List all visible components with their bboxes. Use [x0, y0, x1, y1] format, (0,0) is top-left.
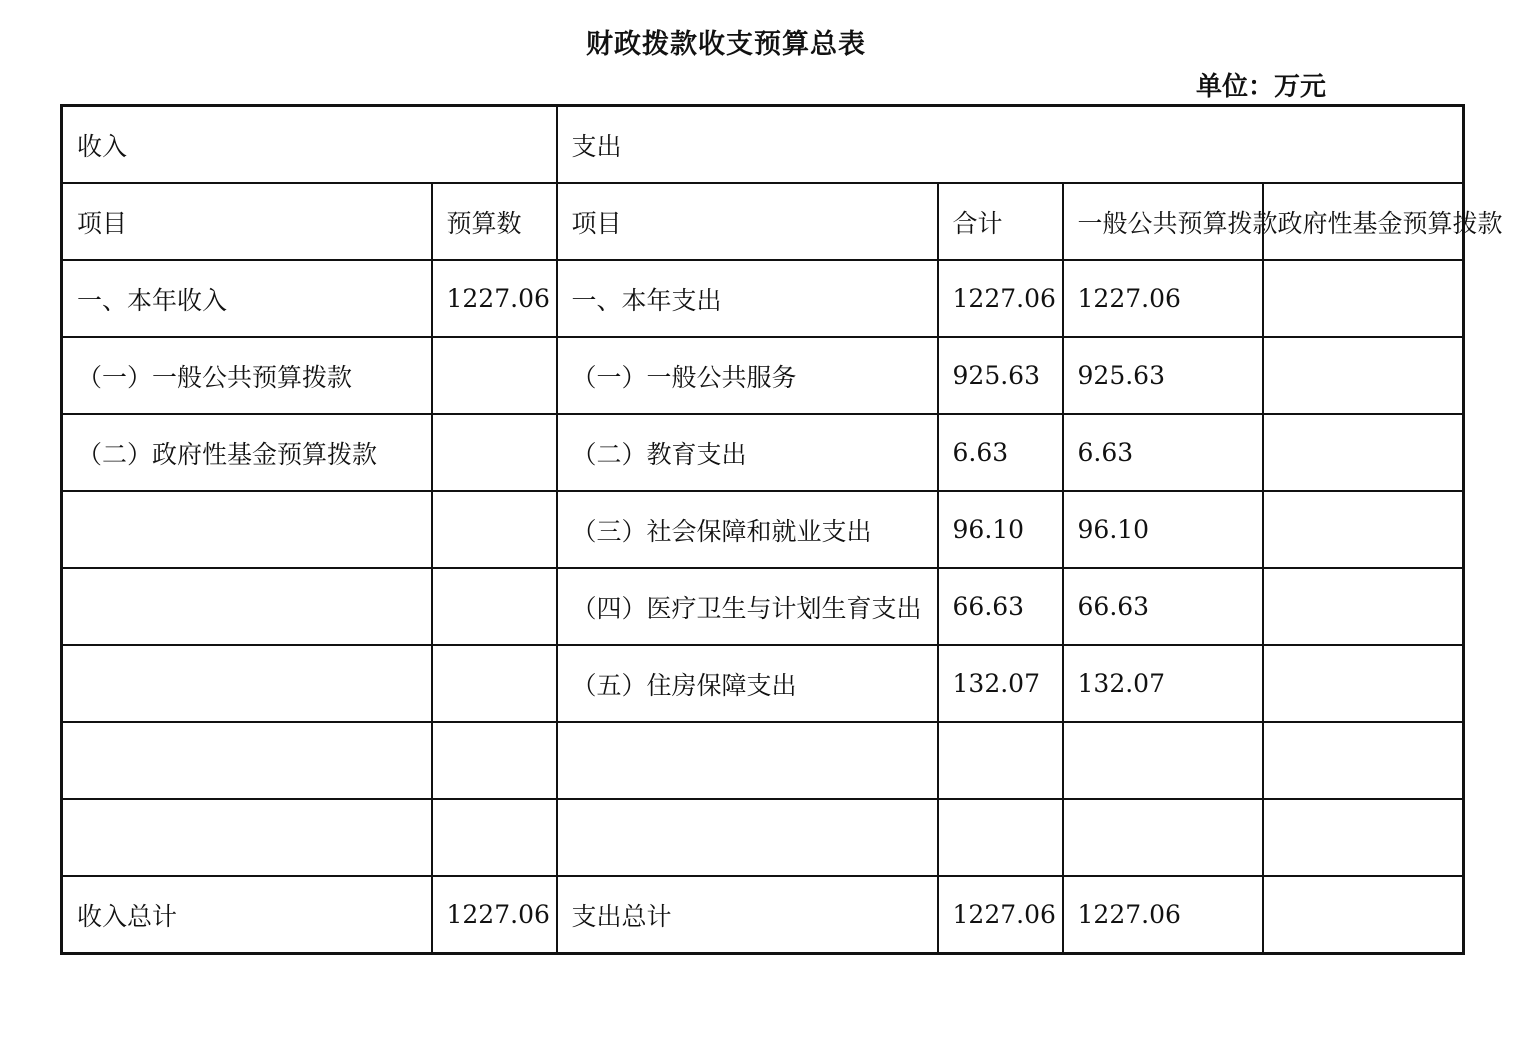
column-header-row: [62, 183, 1464, 260]
expense-item-cell: （二）教育支出: [557, 414, 938, 491]
total-cell: 66.63: [938, 568, 1063, 645]
table-row: [62, 799, 1464, 876]
page-title: 财政拨款收支预算总表: [586, 29, 866, 60]
income-item-cell: （二）政府性基金预算拨款: [62, 414, 432, 491]
total-cell: 1227.06: [938, 260, 1063, 337]
income-item-cell: （一）一般公共预算拨款: [62, 337, 432, 414]
fund-budget-cell: [1263, 722, 1464, 799]
fund-budget-cell: [1263, 491, 1464, 568]
expense-item-cell: [557, 722, 938, 799]
total-cell: 1227.06: [938, 876, 1063, 954]
general-budget-cell: 96.10: [1063, 491, 1263, 568]
table-row: [62, 568, 1464, 645]
income-item-cell: 一、本年收入: [62, 260, 432, 337]
fund-budget-cell: [1263, 799, 1464, 876]
expense-total-label: 支出总计: [557, 876, 938, 954]
fund-budget-header: 政府性基金预算拨款: [1263, 183, 1464, 260]
income-budget-cell: [432, 799, 557, 876]
general-budget-cell: [1063, 722, 1263, 799]
total-cell: [938, 722, 1063, 799]
grand-total-row: [62, 876, 1464, 954]
expense-section-header: 支出: [557, 106, 1464, 184]
total-header: 合计: [938, 183, 1063, 260]
expense-item-cell: [557, 799, 938, 876]
table-row: [62, 491, 1464, 568]
income-item-cell: [62, 491, 432, 568]
income-item-cell: [62, 645, 432, 722]
income-budget-cell: [432, 337, 557, 414]
income-item-cell: [62, 722, 432, 799]
table-row: [62, 260, 1464, 337]
total-cell: 132.07: [938, 645, 1063, 722]
expense-item-cell: （三）社会保障和就业支出: [557, 491, 938, 568]
income-item-header: 项目: [62, 183, 432, 260]
income-budget-cell: [432, 568, 557, 645]
fund-budget-cell: [1263, 337, 1464, 414]
general-budget-cell: 1227.06: [1063, 876, 1263, 954]
total-cell: 925.63: [938, 337, 1063, 414]
income-item-cell: [62, 799, 432, 876]
fund-budget-cell: [1263, 260, 1464, 337]
table-row: [62, 645, 1464, 722]
expense-item-header: 项目: [557, 183, 938, 260]
expense-item-cell: 一、本年支出: [557, 260, 938, 337]
general-budget-header: 一般公共预算拨款: [1063, 183, 1263, 260]
fund-budget-cell: [1263, 645, 1464, 722]
section-header-row: [62, 106, 1464, 184]
income-item-cell: [62, 568, 432, 645]
general-budget-cell: 6.63: [1063, 414, 1263, 491]
general-budget-cell: [1063, 799, 1263, 876]
income-budget-cell: [432, 414, 557, 491]
total-cell: [938, 799, 1063, 876]
income-budget-cell: [432, 491, 557, 568]
general-budget-cell: 66.63: [1063, 568, 1263, 645]
fund-budget-cell: [1263, 414, 1464, 491]
table-row: [62, 722, 1464, 799]
expense-item-cell: （一）一般公共服务: [557, 337, 938, 414]
table-row: [62, 337, 1464, 414]
income-budget-cell: [432, 722, 557, 799]
total-cell: 6.63: [938, 414, 1063, 491]
expense-item-cell: （五）住房保障支出: [557, 645, 938, 722]
general-budget-cell: 925.63: [1063, 337, 1263, 414]
fund-budget-cell: [1263, 876, 1464, 954]
fund-budget-cell: [1263, 568, 1464, 645]
general-budget-cell: 132.07: [1063, 645, 1263, 722]
income-total-value: 1227.06: [432, 876, 557, 954]
income-budget-cell: 1227.06: [432, 260, 557, 337]
income-section-header: 收入: [62, 106, 557, 184]
income-budget-header: 预算数: [432, 183, 557, 260]
general-budget-cell: 1227.06: [1063, 260, 1263, 337]
income-total-label: 收入总计: [62, 876, 432, 954]
table-row: [62, 414, 1464, 491]
income-budget-cell: [432, 645, 557, 722]
budget-table: [60, 104, 1503, 955]
expense-item-cell: （四）医疗卫生与计划生育支出: [557, 568, 938, 645]
total-cell: 96.10: [938, 491, 1063, 568]
unit-label: 单位：万元: [1196, 72, 1327, 102]
